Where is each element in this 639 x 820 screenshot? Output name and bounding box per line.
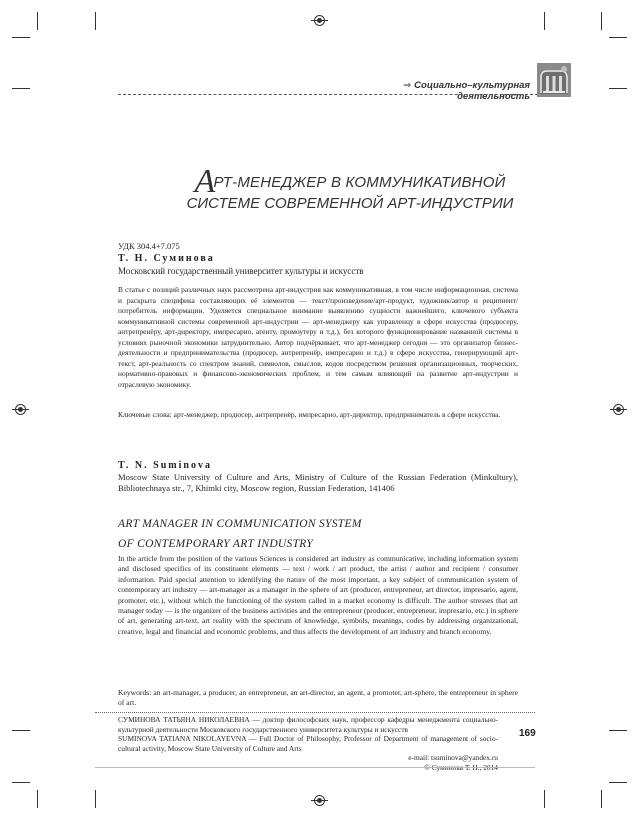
section-header — [330, 80, 530, 102]
crop-mark — [609, 782, 627, 783]
crop-mark — [601, 790, 602, 808]
crop-mark — [37, 12, 38, 30]
author-name-ru: Т. Н. Суминова — [118, 253, 215, 264]
article-title-ru — [160, 163, 540, 212]
registration-mark-icon — [613, 404, 624, 415]
footnote-rule — [95, 712, 535, 713]
page-number: 169 — [519, 728, 536, 739]
article-title-en — [118, 514, 518, 554]
crop-mark — [601, 12, 602, 30]
title-en-line-2: OF CONTEMPORARY ART INDUSTRY — [118, 538, 314, 550]
crop-mark — [12, 88, 30, 89]
arrow-right-icon: ⇒ — [403, 80, 412, 91]
crop-mark — [609, 37, 627, 38]
crop-mark — [12, 782, 30, 783]
abstract-en: In the article from the position of the various Sciences is considered art industry as communicative, including information system and disclosed specifics of its constituent elements — text / work / art product, the artist / author and recipient / consumer information. Paid special attention to identifying the nature of the most important, a key subject of communication system of contemporary art industry — art-manager as a manager in the sphere of art (producer, entrepreneur, art director, impresario, agent, promoter, etc.), without which the functioning of the system called in a market economy is difficult. The author stresses that art manager today — is the organizer of the business activities and the entrepreneur (producer, entrepreneur, impresario, etc.) in sphere of art, generating art-text, art reality with the spectrum of knowledge, symbols, meanings, codes by addressing organizational, creative, legal and financial and economic problems, and thus affects the development of art industry and branch economy. — [118, 554, 518, 636]
author-name-en: T. N. Suminova — [118, 460, 212, 471]
registration-mark-icon — [15, 404, 26, 415]
abstract-ru: В статье с позиций различных наук рассмотрена арт-индустрия как коммуникативная, в том числе информационная, система и раскрыта специфика составляющих её элементов — текст/произведение/арт-продукт, художник/автор и реципиент/потребитель информации. Уделяется специальное внимание выявлению сущности важнейшего, ключевого субъекта коммуникативной системы современной арт-индустрии — арт-менеджеру как управленцу в сфере искусства (продюсеру, антрепренёру, арт-директору, импресарио, агенту, промоутеру и т.д.), без которого функционирование названной системы в условиях рыночной экономики затруднительно. Автор подчёркивает, что арт-менеджер сегодня — это организатор бизнес-деятельности и предпринимательства (продюсер, антрепренёр, импресарио и т.д.) в сфере искусства, генерирующий арт-текст, арт-реальность со спектром знаний, символов, смыслов, кодов посредством решения организационных, творческих, нормативно-правовых и финансово-экономических проблем, и тем самым влияющий на развитие арт-индустрии и отраслевую экономику. — [118, 285, 518, 389]
header-rule — [118, 94, 538, 95]
title-line-1: РТ-МЕНЕДЖЕР В КОММУНИКАТИВНОЙ — [213, 174, 506, 191]
footnote-ru: СУМИНОВА ТАТЬЯНА НИКОЛАЕВНА — доктор философских наук, профессор кафедры менеджмента социально-культурной деятельности Московского государственного университета культуры и искусств — [118, 715, 498, 734]
registration-mark-icon — [314, 795, 325, 806]
section-title: Социально–культурная деятельность — [414, 80, 530, 102]
crop-mark — [609, 730, 627, 731]
crop-mark — [609, 88, 627, 89]
title-dropcap: А — [194, 163, 216, 200]
crop-mark — [544, 790, 545, 808]
crop-mark — [95, 790, 96, 808]
crop-mark — [12, 730, 30, 731]
footnote-en: SUMINOVA TATIANA NIKOLAYEVNA — Full Doctor of Philosophy, Professor of Department of management of socio-cultural activity, Moscow State University of Culture and Arts — [118, 734, 498, 753]
affiliation-ru: Московский государственный университет культуры и искусств — [118, 266, 364, 276]
keywords-ru: Ключевые слова: арт-менеджер, продюсер, антрепренёр, импресарио, арт-директор, предприниматель в сфере искусства. — [118, 410, 501, 419]
keywords-en: Keywords: an art-manager, a producer, an entrepreneur, an art-director, an agent, a promoter, art-sphere, the entrepreneur in sphere of art. — [118, 688, 518, 708]
crop-mark — [544, 12, 545, 30]
copyright: © Суминова Т. Н., 2014 — [424, 762, 498, 772]
crop-mark — [37, 790, 38, 808]
author-email: e-mail: tsuminova@yandex.ru — [408, 753, 498, 763]
crop-mark — [95, 12, 96, 30]
title-en-line-1: ART MANAGER IN COMMUNICATION SYSTEM — [118, 518, 362, 530]
registration-mark-icon — [314, 15, 325, 26]
udc-code: УДК 304.4+7.075 — [118, 241, 180, 251]
affiliation-en: Moscow State University of Culture and Arts, Ministry of Culture of the Russian Federation (Minkultury), Bibliotechnaya str., 7, Khimki city, Moscow region, Russian Federation, 141406 — [118, 472, 518, 493]
journal-logo-icon — [537, 63, 571, 97]
author-footnote — [118, 715, 498, 773]
bottom-rule — [95, 767, 535, 768]
crop-mark — [12, 37, 30, 38]
title-line-2: СИСТЕМЕ СОВРЕМЕННОЙ АРТ-ИНДУСТРИИ — [186, 195, 514, 212]
